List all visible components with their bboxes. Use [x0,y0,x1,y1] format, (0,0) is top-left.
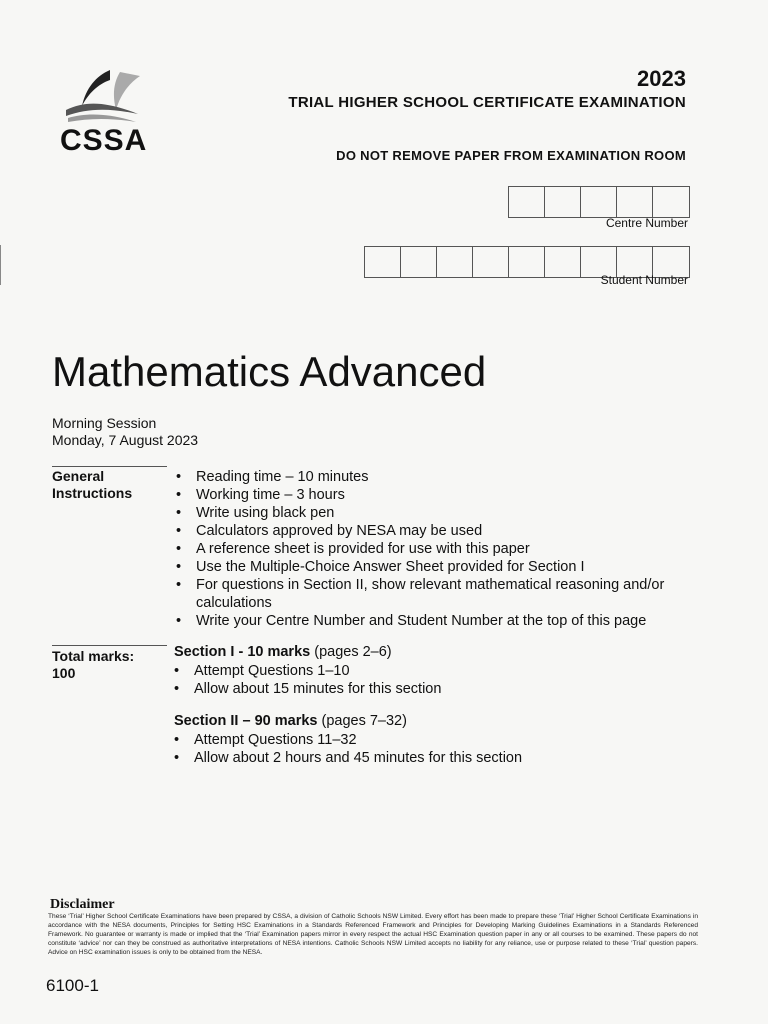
student-number-digit[interactable] [437,247,473,277]
list-item: • Allow about 15 minutes for this section [172,680,441,698]
student-number-digit[interactable] [473,247,509,277]
list-item: • For questions in Section II, show relevant mathematical reasoning and/or calculations [174,576,666,612]
centre-number-digit[interactable] [617,187,653,217]
subject-title: Mathematics Advanced [52,348,487,395]
general-instructions-label [52,468,132,502]
session-info [52,415,198,449]
list-item: • Attempt Questions 1–10 [172,662,441,680]
list-item: • Write your Centre Number and Student Number at the top of this page [174,612,704,630]
section-2-heading [174,713,407,729]
student-number-digit[interactable] [509,247,545,277]
list-item: • Calculators approved by NESA may be used [174,522,704,540]
centre-number-boxes[interactable] [508,186,690,218]
list-item: • Use the Multiple-Choice Answer Sheet provided for Section I [174,558,704,576]
section-2-list [172,731,522,767]
session-date: Monday, 7 August 2023 [52,432,199,448]
list-item: • Allow about 2 hours and 45 minutes for this section [172,749,522,767]
do-not-remove-notice: DO NOT REMOVE PAPER FROM EXAMINATION ROOM [336,148,686,163]
section-1-title: Section I - 10 marks [174,644,311,660]
general-divider [52,466,167,467]
centre-number-digit[interactable] [545,187,581,217]
total-marks-value: 100 [52,665,76,681]
general-label-line2: Instructions [52,485,133,501]
section-2-title: Section II – 90 marks [174,713,318,729]
cssa-swoosh-icon [58,66,148,126]
exam-year: 2023 [637,66,686,91]
logo-text: CSSA [60,124,148,157]
centre-number-digit[interactable] [509,187,545,217]
exam-title: TRIAL HIGHER SCHOOL CERTIFICATE EXAMINATION [288,94,686,111]
section-1-heading [174,644,392,660]
list-item: • A reference sheet is provided for use with this paper [174,540,704,558]
scan-edge-mark [0,245,1,285]
general-label-line1: General [52,468,105,484]
list-item: • Reading time – 10 minutes [174,468,704,486]
centre-number-label: Centre Number [605,216,688,230]
student-number-label: Student Number [600,273,688,287]
section-2-pages: (pages 7–32) [321,713,407,729]
centre-number-digit[interactable] [653,187,689,217]
cssa-logo [52,62,152,162]
student-number-digit[interactable] [401,247,437,277]
section-1-pages: (pages 2–6) [314,644,392,660]
session-name: Morning Session [52,415,157,431]
paper-code: 6100-1 [46,976,99,995]
total-marks-line1: Total marks: [52,648,135,664]
list-item: • Write using black pen [174,504,704,522]
total-marks-label [52,648,134,682]
student-number-digit[interactable] [365,247,401,277]
list-item: • Attempt Questions 11–32 [172,731,522,749]
student-number-digit[interactable] [545,247,581,277]
list-item: • Working time – 3 hours [174,486,704,504]
section-1-list [172,662,441,698]
marks-divider [52,645,167,646]
disclaimer-text: These ‘Trial’ Higher School Certificate Examinations have been prepared by CSSA, a division of Catholic Schools NSW Limited. Every effort has been made to prepare these ‘Trial’ Higher School Certificate Examinations in accordance with the NESA documents, Principles for Setting HSC Examinations in a Standards Referenced Framework and Principles for Developing Marking Guidelines Examinations in a Standards Referenced Framework. No guarantee or warranty is made or implied that the ‘Trial’ Examination papers mirror in every respect the actual HSC Examination question paper in any or all courses to be examined. These papers do not constitute ‘advice’ nor can they be construed as authoritative interpretations of NESA intentions. Catholic Schools NSW Limited accepts no liability for any reliance, use or purpose related to these ‘Trial’ question papers. Advice on HSC examination issues is only to be obtained from the NESA. [48,913,698,956]
centre-number-digit[interactable] [581,187,617,217]
disclaimer-title: Disclaimer [50,897,115,912]
general-instructions-list [174,468,704,630]
